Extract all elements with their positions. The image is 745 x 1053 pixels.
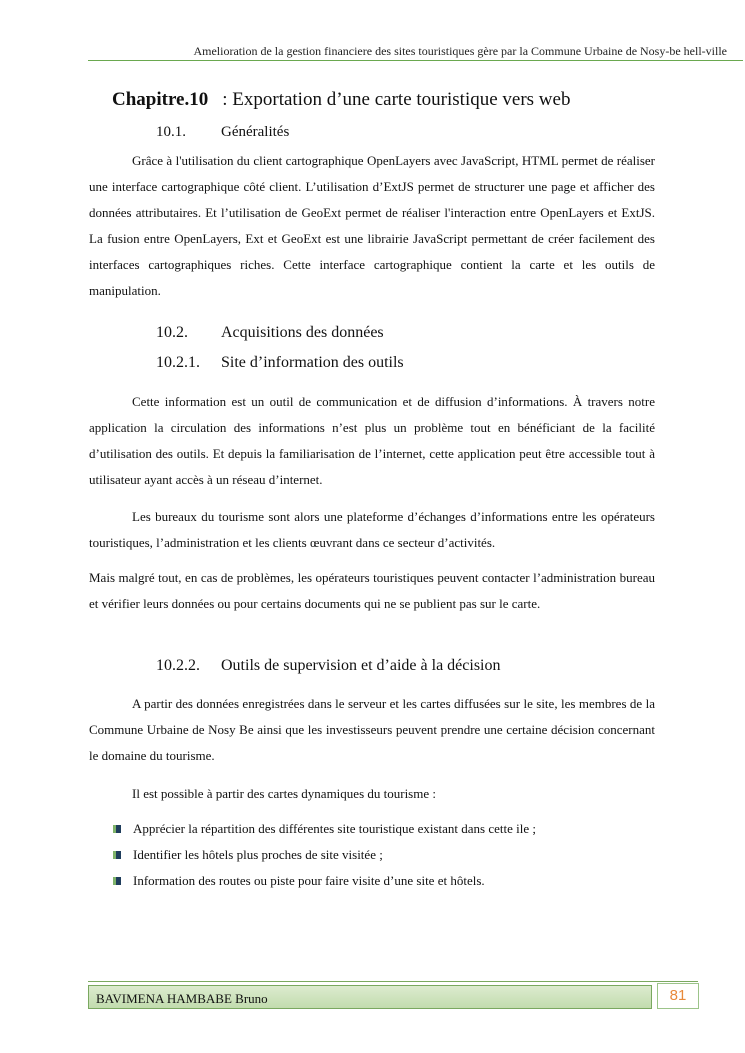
section-number: 10.2.2. (156, 657, 200, 674)
section-number: 10.1. (156, 124, 186, 140)
section-heading-10-2 (156, 324, 384, 342)
paragraph-decision: A partir des données enregistrées dans le serveur et les cartes diffusées sur le site, les membres de la Commune Urbaine de Nosy Be ainsi que les investisseurs peuvent prendre une certaine décision concernant le domaine du tourisme. (89, 696, 655, 763)
paragraph-information: Cette information est un outil de communication et de diffusion d’informations. À travers notre application la circulation des informations n’est plus un problème tout en bénéficiant de la facilité d’utilisation des outils. Et depuis la familiarisation de l’internet, cette application peut être accessible tout à utilisateur ayant accès à un réseau d’internet. (89, 394, 655, 487)
section-heading-10-2-1 (156, 354, 404, 372)
chapter-heading (112, 89, 570, 111)
footer-divider (88, 981, 698, 982)
section-heading-10-2-2 (156, 657, 500, 675)
paragraph-problemes: Mais malgré tout, en cas de problèmes, les opérateurs touristiques peuvent contacter l’administration bureau et vérifier leurs données ou pour certains documents qui ne se publient pas sur le carte. (89, 570, 655, 611)
section-title: Généralités (221, 124, 290, 140)
square-bullet-icon (113, 825, 121, 833)
square-bullet-icon (113, 851, 121, 859)
section-number: 10.2. (156, 324, 188, 341)
list-item: Information des routes ou piste pour faire visite d’une site et hôtels. (113, 872, 536, 898)
header-divider (88, 60, 743, 61)
paragraph-intro-list: Il est possible à partir des cartes dynamiques du tourisme : (132, 786, 436, 801)
square-bullet-icon (113, 877, 121, 885)
chapter-title: : Exportation d’une carte touristique vers web (222, 89, 571, 110)
footer-author: BAVIMENA HAMBABE Bruno (96, 991, 268, 1006)
paragraph-bureaux: Les bureaux du tourisme sont alors une plateforme d’échanges d’informations entre les opérateurs touristiques, l’administration et les clients œuvrant dans ce secteur d’activités. (89, 509, 655, 550)
running-header: Amelioration de la gestion financiere des sites touristiques gère par la Commune Urbaine de Nosy-be hell-ville (193, 44, 727, 58)
section-title: Site d’information des outils (221, 354, 404, 371)
section-title: Outils de supervision et d’aide à la décision (221, 657, 501, 674)
section-title: Acquisitions des données (221, 324, 384, 341)
list-item: Identifier les hôtels plus proches de site visitée ; (113, 846, 536, 872)
chapter-label: Chapitre.10 (112, 89, 209, 110)
section-number: 10.2.1. (156, 354, 200, 371)
section-heading-10-1 (156, 124, 289, 141)
list-item: Apprécier la répartition des différentes site touristique existant dans cette ile ; (113, 820, 536, 846)
bullet-list (113, 820, 536, 898)
page-number: 81 (657, 983, 699, 1009)
paragraph-generalites: Grâce à l'utilisation du client cartographique OpenLayers avec JavaScript, HTML permet de réaliser une interface cartographique côté client. L’utilisation d’ExtJS permet de structurer une page et afficher des données attributaires. Et l’utilisation de GeoExt permet de réaliser l'interaction entre OpenLayers et ExtJS. La fusion entre OpenLayers, Ext et GeoExt est une librairie JavaScript permettant de créer facilement des interfaces cartographiques riches. Cette interface cartographique contient la carte et les outils de manipulation. (89, 153, 655, 298)
